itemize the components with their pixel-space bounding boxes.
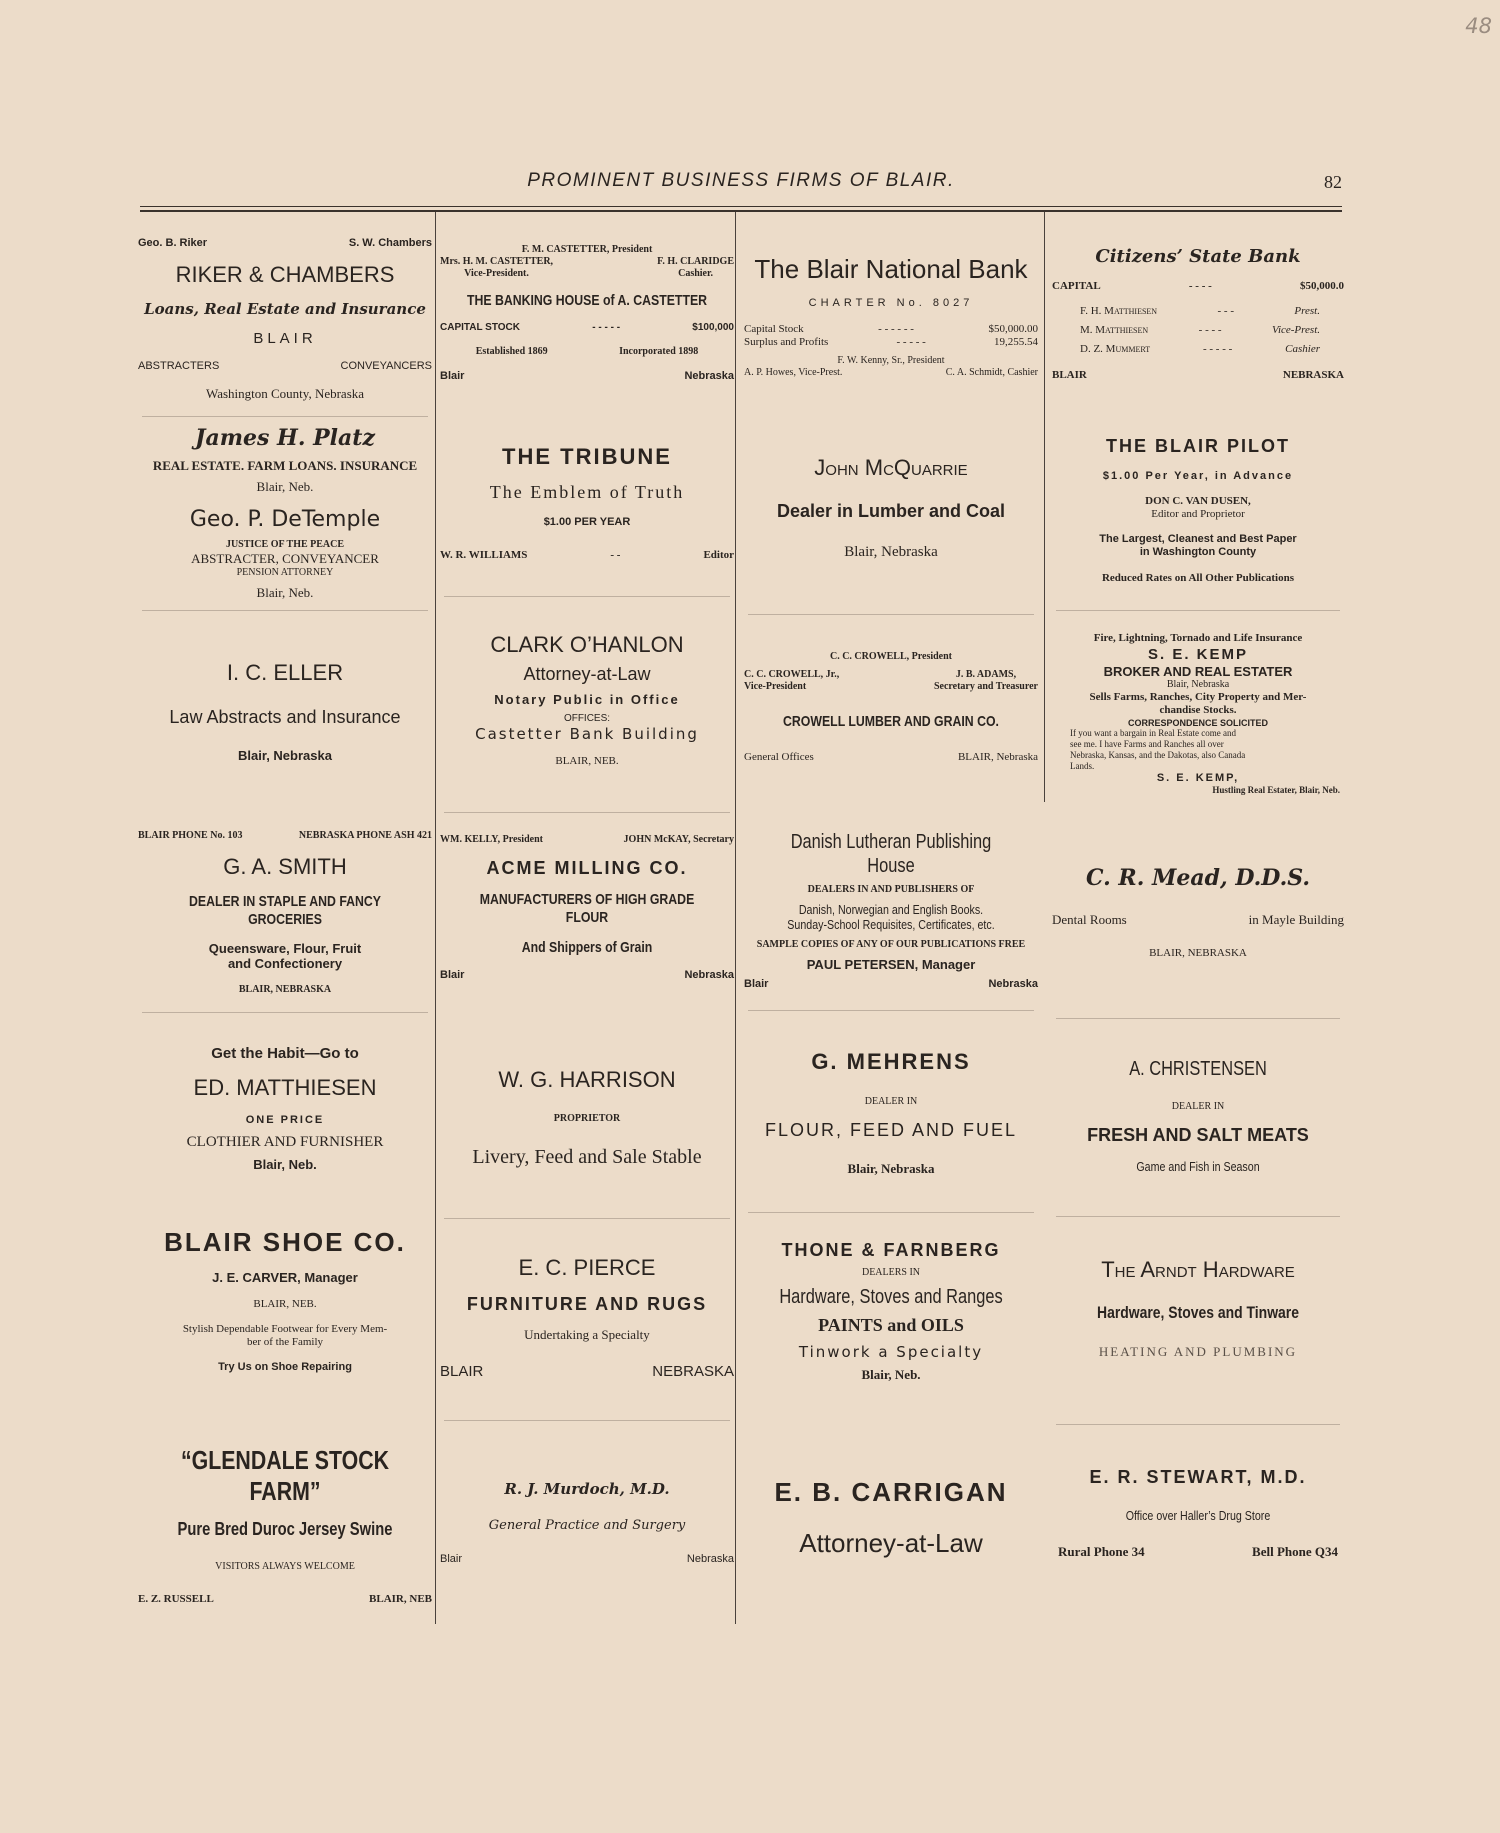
ad-glendale: [138, 1428, 432, 1623]
kemp-name: S. E. KEMP: [1147, 645, 1249, 663]
thone-town: Blair, Neb.: [861, 1366, 921, 1382]
citizens-r1-title: Prest.: [1294, 305, 1320, 318]
citizens-left: BLAIR: [1052, 368, 1087, 381]
ad-ohanlon: [440, 610, 734, 790]
kemp-sig: S. E. KEMP,: [1156, 771, 1240, 784]
citizens-right: NEBRASKA: [1282, 368, 1344, 381]
pilot-editor: DON C. VAN DUSEN,: [1145, 494, 1251, 507]
kemp-line6: If you want a bargain in Real Estate come and: [1070, 728, 1237, 739]
platz-town: Blair, Neb.: [256, 479, 314, 495]
smith-phone-left: BLAIR PHONE No. 103: [138, 830, 243, 842]
header-rule-thick: [140, 210, 1342, 212]
separator: [444, 1218, 730, 1219]
acme-secretary: JOHN McKAY, Secretary: [623, 833, 734, 845]
crowell-sec-title: Secretary and Treasurer: [933, 681, 1038, 693]
kemp-line1: Fire, Lightning, Tornado and Life Insurance: [1093, 632, 1303, 645]
column-divider-1: [435, 212, 436, 1624]
smith-town: BLAIR, NEBRASKA: [238, 983, 332, 995]
ad-murdoch: [440, 1433, 734, 1613]
detemple-name: Geo. P. DeTemple: [189, 507, 381, 532]
ohanlon-name: CLARK O’HANLON: [490, 631, 684, 657]
tribune-editor-name: W. R. WILLIAMS: [440, 548, 528, 561]
detemple-line2: ABSTRACTER, CONVEYANCER: [191, 551, 379, 567]
kemp-line9: Lands.: [1070, 760, 1095, 771]
shoe-line2: ber of the Family: [246, 1335, 324, 1348]
firm-name: RIKER & CHAMBERS: [175, 262, 395, 287]
ad-matthiesen: [138, 1014, 432, 1204]
pierce-right: NEBRASKA: [652, 1362, 734, 1380]
carrigan-name: E. B. CARRIGAN: [774, 1476, 1008, 1507]
ad-pierce: [440, 1228, 734, 1408]
citizens-capital-value: $50,000.0: [1299, 279, 1344, 292]
separator: [444, 812, 730, 813]
castetter-est: Established 1869: [475, 346, 548, 358]
ad-national-bank: [744, 224, 1038, 409]
citizens-r2-dots: - - - -: [1198, 324, 1222, 337]
separator: [444, 1420, 730, 1421]
pencil-page-number: 48: [1465, 14, 1492, 38]
glendale-left: E. Z. RUSSELL: [138, 1592, 214, 1605]
ohanlon-title: Attorney-at-Law: [523, 664, 651, 684]
separator: [142, 1012, 428, 1013]
citizens-capital-label: CAPITAL: [1052, 279, 1101, 292]
harrison-role: PROPRIETOR: [553, 1113, 621, 1125]
ad-citizens-bank: [1052, 224, 1344, 404]
firm-county: Washington County, Nebraska: [205, 385, 365, 401]
separator: [142, 416, 428, 417]
christensen-line1: DEALER IN: [1171, 1100, 1225, 1112]
crowell-name: CROWELL LUMBER AND GRAIN CO.: [783, 713, 999, 731]
castetter-cashier-title: Cashier.: [678, 268, 714, 280]
mead-right: in Mayle Building: [1248, 911, 1344, 927]
ad-eller: [138, 612, 432, 812]
matthiesen-town: Blair, Neb.: [253, 1156, 317, 1172]
citizens-r3-name: D. Z. Mummert: [1080, 343, 1151, 356]
murdoch-name: R. J. Murdoch, M.D.: [504, 1479, 670, 1498]
arndt-name: The Arndt Hardware: [1101, 1256, 1295, 1282]
acme-line1: MANUFACTURERS OF HIGH GRADE FLOUR: [479, 891, 695, 927]
crowell-president: C. C. CROWELL, President: [829, 651, 953, 663]
partner-right: S. W. Chambers: [348, 236, 432, 249]
tribune-editor-dash: - -: [610, 548, 621, 561]
platz-services: REAL ESTATE. FARM LOANS. INSURANCE: [152, 457, 418, 473]
mcquarrie-business: Dealer in Lumber and Coal: [776, 501, 1006, 522]
castetter-vp-name: Mrs. H. M. CASTETTER,: [440, 256, 554, 268]
firm-role-left: ABSTRACTERS: [138, 360, 220, 373]
national-president: F. W. Kenny, Sr., President: [837, 354, 945, 366]
pilot-line2: in Washington County: [1139, 546, 1257, 559]
kemp-line5: CORRESPONDENCE SOLICITED: [1127, 717, 1268, 728]
detemple-line1: JUSTICE OF THE PEACE: [225, 539, 345, 551]
matthiesen-line3: CLOTHIER AND FURNISHER: [186, 1133, 384, 1150]
ad-riker-chambers: [138, 224, 432, 414]
acme-line2: And Shippers of Grain: [521, 939, 653, 957]
smith-phone-right: NEBRASKA PHONE ASH 421: [298, 830, 432, 842]
acme-right: Nebraska: [684, 969, 734, 982]
header-rule-thin: [140, 206, 1342, 207]
danish-left: Blair: [744, 978, 769, 991]
separator: [748, 1212, 1034, 1213]
kemp-line8: Nebraska, Kansas, and the Dakotas, also Canada: [1070, 749, 1246, 760]
mehrens-line1: DEALER IN: [864, 1095, 918, 1107]
glendale-line2: VISITORS ALWAYS WELCOME: [215, 1560, 355, 1572]
national-surplus-label: Surplus and Profits: [744, 335, 829, 348]
ad-stewart: [1052, 1433, 1344, 1593]
national-charter: CHARTER No. 8027: [808, 297, 974, 310]
ad-castetter: [440, 224, 734, 404]
shoe-manager: J. E. CARVER, Manager: [212, 1269, 358, 1285]
national-name: The Blair National Bank: [754, 254, 1028, 285]
shoe-name: BLAIR SHOE CO.: [164, 1226, 406, 1257]
harrison-name: W. G. HARRISON: [498, 1066, 676, 1092]
detemple-line3: PENSION ATTORNEY: [236, 566, 334, 578]
shoe-line3: Try Us on Shoe Repairing: [218, 1361, 352, 1374]
kemp-sig2: Hustling Real Estater, Blair, Neb.: [1212, 784, 1340, 795]
pierce-special: Undertaking a Specialty: [524, 1327, 650, 1343]
ad-mcquarrie: [744, 418, 1038, 598]
stewart-right: Bell Phone Q34: [1252, 1543, 1338, 1559]
citizens-r3-dots: - - - - -: [1202, 343, 1233, 356]
separator: [1056, 1424, 1340, 1425]
thone-line1: DEALERS IN: [861, 1267, 921, 1279]
citizens-r3-title: Cashier: [1285, 343, 1320, 356]
platz-name: James H. Platz: [195, 425, 375, 452]
pierce-left: BLAIR: [440, 1362, 484, 1380]
national-capital-dots: - - - - - -: [878, 322, 914, 335]
castetter-inc: Incorporated 1898: [619, 346, 699, 358]
mcquarrie-name: John McQuarrie: [814, 455, 968, 480]
mehrens-business: FLOUR, FEED AND FUEL: [764, 1119, 1018, 1140]
tribune-editor-title: Editor: [703, 548, 734, 561]
separator: [1056, 1216, 1340, 1217]
mehrens-name: G. MEHRENS: [811, 1049, 971, 1075]
column-divider-3: [1044, 212, 1045, 802]
acme-president: WM. KELLY, President: [440, 833, 543, 845]
ohanlon-building: Castetter Bank Building: [475, 725, 699, 744]
carrigan-title: Attorney-at-Law: [799, 1528, 983, 1558]
kemp-line4: chandise Stocks.: [1159, 704, 1237, 717]
separator: [444, 596, 730, 597]
ad-acme: [440, 818, 734, 998]
eller-services: Law Abstracts and Insurance: [169, 706, 401, 727]
smith-name: G. A. SMITH: [223, 854, 347, 880]
mcquarrie-town: Blair, Nebraska: [844, 543, 938, 560]
castetter-left: Blair: [440, 370, 465, 383]
kemp-line2: BROKER AND REAL ESTATER: [1103, 663, 1293, 679]
pilot-name: THE BLAIR PILOT: [1106, 436, 1290, 457]
matthiesen-line1: Get the Habit—Go to: [211, 1045, 359, 1063]
ohanlon-town: BLAIR, NEB.: [555, 755, 619, 768]
separator: [748, 1010, 1034, 1011]
tribune-motto: The Emblem of Truth: [489, 482, 685, 503]
murdoch-left: Blair: [440, 1553, 463, 1566]
citizens-r2-title: Vice-Prest.: [1272, 324, 1320, 337]
citizens-name: Citizens’ State Bank: [1095, 246, 1301, 268]
mead-town: BLAIR, NEBRASKA: [1149, 947, 1247, 960]
christensen-business: FRESH AND SALT MEATS: [1087, 1124, 1309, 1145]
thone-line2: Hardware, Stoves and Ranges: [779, 1286, 1003, 1309]
ad-kemp: [1052, 614, 1344, 814]
crowell-left: General Offices: [744, 751, 814, 764]
matthiesen-name: ED. MATTHIESEN: [193, 1075, 377, 1101]
matthiesen-line2: ONE PRICE: [245, 1113, 325, 1126]
danish-manager: PAUL PETERSEN, Manager: [806, 956, 976, 972]
ad-platz-detemple: [138, 418, 432, 608]
kemp-line3: Sells Farms, Ranches, City Property and Mer-: [1089, 691, 1307, 704]
firm-role-right: CONVEYANCERS: [340, 360, 432, 373]
citizens-r1-dots: - - -: [1217, 305, 1234, 318]
tribune-name: THE TRIBUNE: [502, 443, 672, 469]
ad-arndt-hardware: [1052, 1218, 1344, 1398]
ad-blair-pilot: [1052, 423, 1344, 598]
shoe-town: BLAIR, NEB.: [253, 1297, 317, 1310]
mehrens-town: Blair, Nebraska: [847, 1161, 935, 1177]
national-surplus-dots: - - - - -: [896, 335, 926, 348]
stewart-name: E. R. STEWART, M.D.: [1089, 1466, 1307, 1487]
smith-line1: DEALER IN STAPLE AND FANCY GROCERIES: [188, 892, 382, 928]
thone-line3: PAINTS and OILS: [818, 1315, 964, 1336]
page-header: [140, 168, 1342, 198]
thone-line4: Tinwork a Specialty: [798, 1342, 984, 1361]
danish-line3: Sunday-School Requisites, Certificates, etc.: [787, 917, 995, 933]
pilot-editor-title: Editor and Proprietor: [1151, 508, 1245, 521]
ad-christensen: [1052, 1028, 1344, 1203]
pilot-line3: Reduced Rates on All Other Publications: [1101, 571, 1294, 584]
page-title: PROMINENT BUSINESS FIRMS OF BLAIR.: [527, 170, 955, 191]
tribune-price: $1.00 PER YEAR: [543, 515, 631, 528]
ad-mead: [1052, 818, 1344, 1008]
national-surplus-value: 19,255.54: [993, 335, 1038, 348]
pilot-line1: The Largest, Cleanest and Best Paper: [1099, 533, 1297, 546]
castetter-capital-dots: - - - - -: [592, 322, 621, 334]
kemp-line7: see me. I have Farms and Ranches all over: [1070, 739, 1224, 750]
mead-left: Dental Rooms: [1052, 911, 1127, 927]
page-number: 82: [1324, 172, 1342, 192]
danish-line1: DEALERS IN AND PUBLISHERS OF: [807, 883, 975, 895]
national-cashier: C. A. Schmidt, Cashier: [945, 366, 1038, 378]
detemple-town: Blair, Neb.: [256, 584, 314, 600]
ad-smith: [138, 818, 432, 1008]
eller-name: I. C. ELLER: [226, 660, 344, 686]
danish-line4: SAMPLE COPIES OF ANY OF OUR PUBLICATIONS FREE: [756, 938, 1026, 950]
ad-danish-lutheran: [744, 818, 1038, 1003]
separator: [748, 614, 1034, 615]
pierce-business: FURNITURE AND RUGS: [466, 1293, 708, 1314]
ad-harrison: [440, 1018, 734, 1218]
kemp-town: Blair, Nebraska: [1166, 679, 1230, 691]
murdoch-practice: General Practice and Surgery: [488, 1517, 686, 1533]
murdoch-right: Nebraska: [686, 1553, 734, 1566]
harrison-business: Livery, Feed and Sale Stable: [472, 1146, 702, 1169]
partner-left: Geo. B. Riker: [138, 236, 208, 249]
castetter-cashier-name: F. H. CLARIDGE: [657, 256, 734, 268]
shoe-line1: Stylish Dependable Footwear for Every Mem-: [182, 1322, 388, 1335]
ad-blair-shoe: [138, 1208, 432, 1393]
pierce-name: E. C. PIERCE: [518, 1255, 656, 1281]
citizens-r1-name: F. H. Matthiesen: [1080, 305, 1158, 318]
crowell-right: BLAIR, Nebraska: [957, 751, 1038, 764]
acme-name: ACME MILLING CO.: [486, 857, 688, 878]
glendale-name: “GLENDALE STOCK FARM”: [180, 1444, 390, 1507]
ad-mehrens: [744, 1018, 1038, 1208]
ohanlon-offices: OFFICES:: [563, 713, 611, 725]
crowell-vp-title: Vice-President: [744, 681, 807, 693]
glendale-line1: Pure Bred Duroc Jersey Swine: [177, 1519, 393, 1540]
acme-left: Blair: [440, 969, 465, 982]
christensen-name: A. CHRISTENSEN: [1129, 1057, 1267, 1080]
christensen-line2: Game and Fish in Season: [1136, 1158, 1260, 1174]
pilot-price: $1.00 Per Year, in Advance: [1102, 469, 1294, 482]
separator: [1056, 1018, 1340, 1019]
ad-crowell: [744, 618, 1038, 798]
castetter-right: Nebraska: [684, 370, 734, 383]
firm-services: Loans, Real Estate and Insurance: [144, 300, 426, 319]
castetter-capital-value: $100,000: [692, 322, 734, 334]
smith-line3: and Confectionery: [227, 956, 343, 972]
ad-tribune: [440, 428, 734, 578]
ad-thone-farnberg: [744, 1216, 1038, 1406]
citizens-capital-dots: - - - -: [1188, 279, 1212, 292]
crowell-sec-name: J. B. ADAMS,: [955, 669, 1017, 681]
castetter-vp-title: Vice-President.: [464, 268, 529, 280]
castetter-capital-label: CAPITAL STOCK: [440, 322, 521, 334]
smith-line2: Queensware, Flour, Fruit: [208, 940, 362, 956]
arndt-line2: HEATING AND PLUMBING: [1098, 1343, 1298, 1359]
stewart-left: Rural Phone 34: [1058, 1543, 1145, 1559]
stewart-line1: Office over Haller’s Drug Store: [1125, 1508, 1271, 1524]
citizens-r2-name: M. Matthiesen: [1080, 324, 1149, 337]
danish-name: Danish Lutheran Publishing House: [790, 830, 992, 877]
danish-line2: Danish, Norwegian and English Books.: [798, 901, 984, 917]
separator: [1056, 610, 1340, 611]
thone-name: THONE & FARNBERG: [781, 1239, 1001, 1260]
eller-town: Blair, Nebraska: [238, 748, 332, 764]
castetter-name: THE BANKING HOUSE of A. CASTETTER: [466, 292, 708, 310]
national-capital-label: Capital Stock: [744, 322, 804, 335]
castetter-president: F. M. CASTETTER, President: [521, 244, 653, 256]
glendale-right: BLAIR, NEB: [369, 1592, 432, 1605]
crowell-vp-name: C. C. CROWELL, Jr.,: [744, 669, 840, 681]
firm-town: BLAIR: [253, 330, 317, 348]
arndt-line1: Hardware, Stoves and Tinware: [1097, 1303, 1299, 1323]
ohanlon-notary: Notary Public in Office: [494, 691, 680, 707]
mead-name: C. R. Mead, D.D.S.: [1085, 865, 1311, 892]
national-vp: A. P. Howes, Vice-Prest.: [744, 366, 843, 378]
danish-right: Nebraska: [988, 978, 1038, 991]
column-divider-2: [735, 212, 736, 1624]
ad-carrigan: [744, 1438, 1038, 1598]
separator: [142, 610, 428, 611]
national-capital-value: $50,000.00: [988, 322, 1038, 335]
